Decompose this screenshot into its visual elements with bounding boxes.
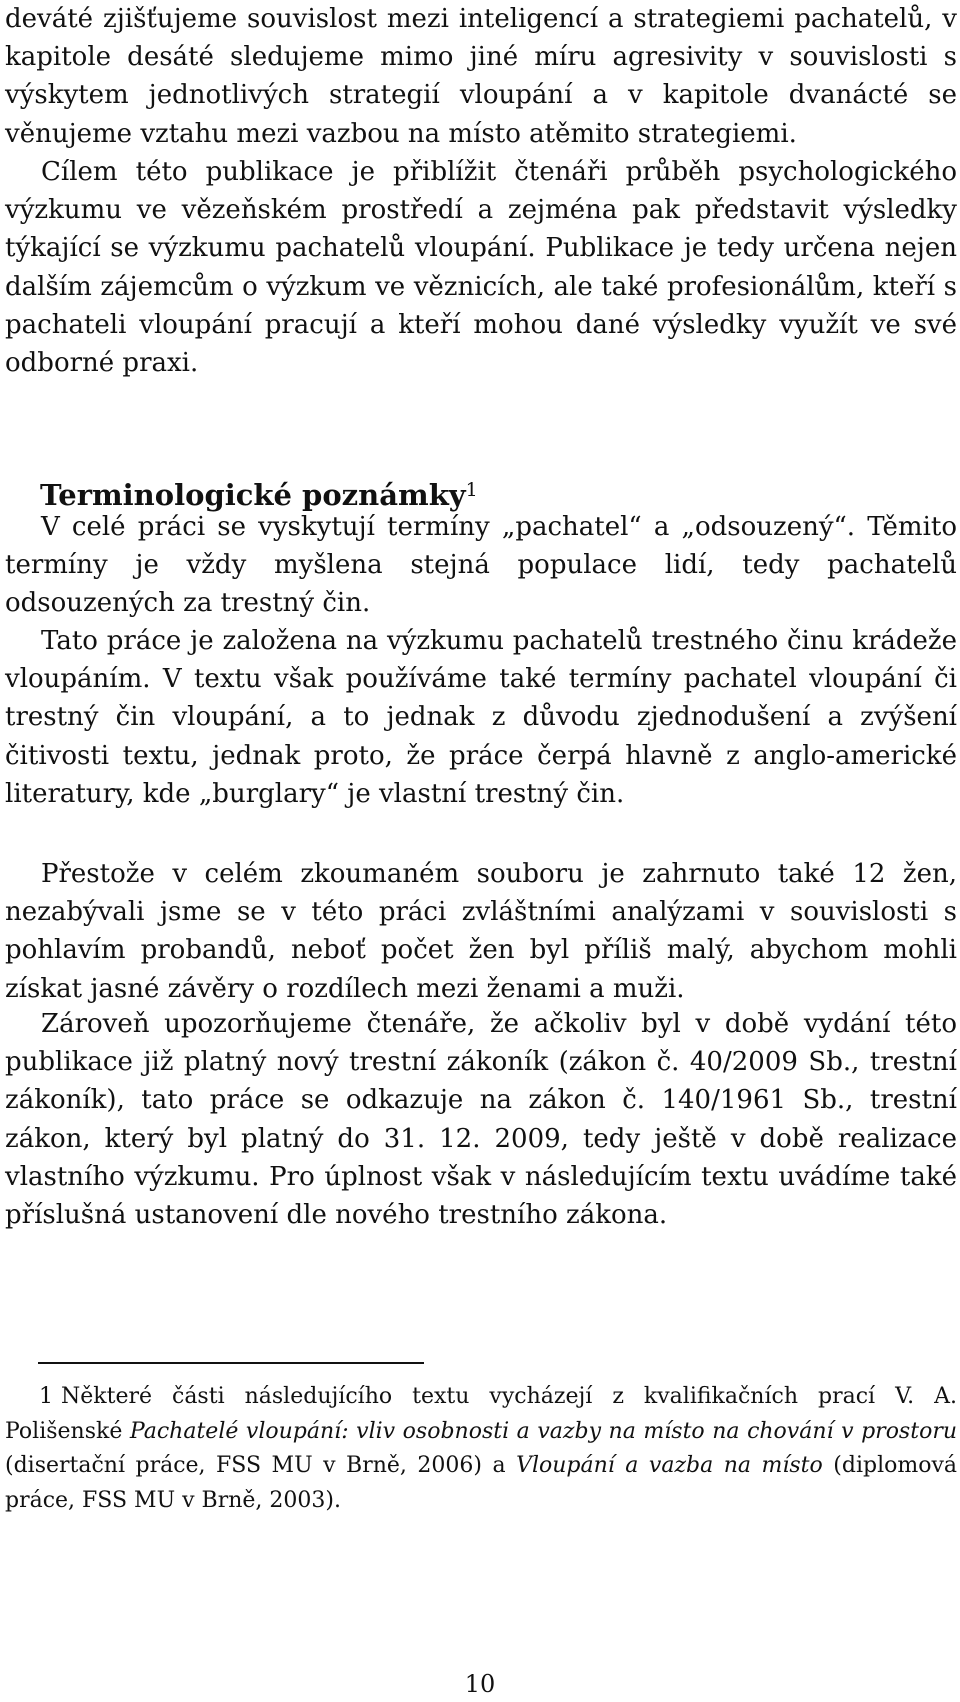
footnote-work1-note: (disertační práce, FSS MU v Brně, 2006) a	[5, 1453, 506, 1479]
page-number: 10	[464, 1670, 496, 1698]
footnote-lead: Některé části následujícího textu vycházejí z kvalifikačních prací V. A. Polišenské	[5, 1384, 957, 1444]
research-basis-paragraph: Tato práce je založena na výzkumu pachatelů trestného činu krádeže vloupáním. V textu však používáme také termíny pachatel vloupání či trestný čin vloupání, a to jednak z důvodu zjednodušení a zvýšení čitivosti textu, jednak proto, že práce čerpá hlavně z anglo-americké literatury, kde „burglary“ je vlastní trestný čin.	[5, 626, 957, 809]
publication-aim-paragraph: Cílem této publikace je přiblížit čtenáři průběh psychologického výzkumu ve vězeňském prostředí a zejména pak představit výsledky týkající se výzkumu pachatelů vloupání. Publikace je tedy určena nejen dalším zájemcům o výzkum ve věznicích, ale také profesionálům, kteří s pachateli vloupání pracují a kteří mohou dané výsledky využít ve své odborné praxi.	[5, 157, 957, 379]
footnote-mark: 1	[39, 1384, 53, 1409]
footnote-work1-title: Pachatelé vloupání: vliv osobnosti a vazby na místo na chování v prostoru	[129, 1418, 957, 1444]
footnote	[5, 1380, 957, 1518]
footnote-work2-note: (diplomová práce, FSS MU v Brně, 2003).	[5, 1453, 957, 1513]
terms-paragraph: V celé práci se vyskytují termíny „pachatel“ a „odsouzený“. Těmito termíny je vždy myšlena stejná populace lidí, tedy pachatelů odsouzených za trestný čin.	[5, 512, 957, 619]
footnote-separator	[38, 1362, 424, 1364]
criminal-code-paragraph: Zároveň upozorňujeme čtenáře, že ačkoliv byl v době vydání této publikace již platný nový trestní zákoník (zákon č. 40/2009 Sb., trestní zákoník), tato práce se odkazuje na zákon č. 140/1961 Sb., trestní zákon, který byl platný do 31. 12. 2009, tedy ještě v době realizace vlastního výzkumu. Pro úplnost však v následujícím textu uvádíme také příslušná ustanovení dle nového trestního zákona.	[5, 1009, 957, 1231]
heading-footnote-mark[interactable]: 1	[465, 479, 478, 501]
intro-paragraph: deváté zjišťujeme souvislost mezi inteligencí a strategiemi pachatelů, v kapitole desáté sledujeme mimo jiné míru agresivity v souvislosti s výskytem jednotlivých strategií vloupání a v kapitole dvanácté se věnujeme vztahu mezi vazbou na místo atěmito strategiemi.	[5, 4, 957, 149]
footnote-work2-title: Vloupání a vazba na místo	[516, 1453, 823, 1479]
women-sample-paragraph: Přestože v celém zkoumaném souboru je zahrnuto také 12 žen, nezabývali jsme se v této práci zvláštními analýzami v souvislosti s pohlavím probandů, neboť počet žen byl příliš malý, abychom mohli získat jasné závěry o rozdílech mezi ženami a muži.	[5, 859, 957, 1004]
section-heading-text: Terminologické poznámky	[40, 478, 466, 512]
